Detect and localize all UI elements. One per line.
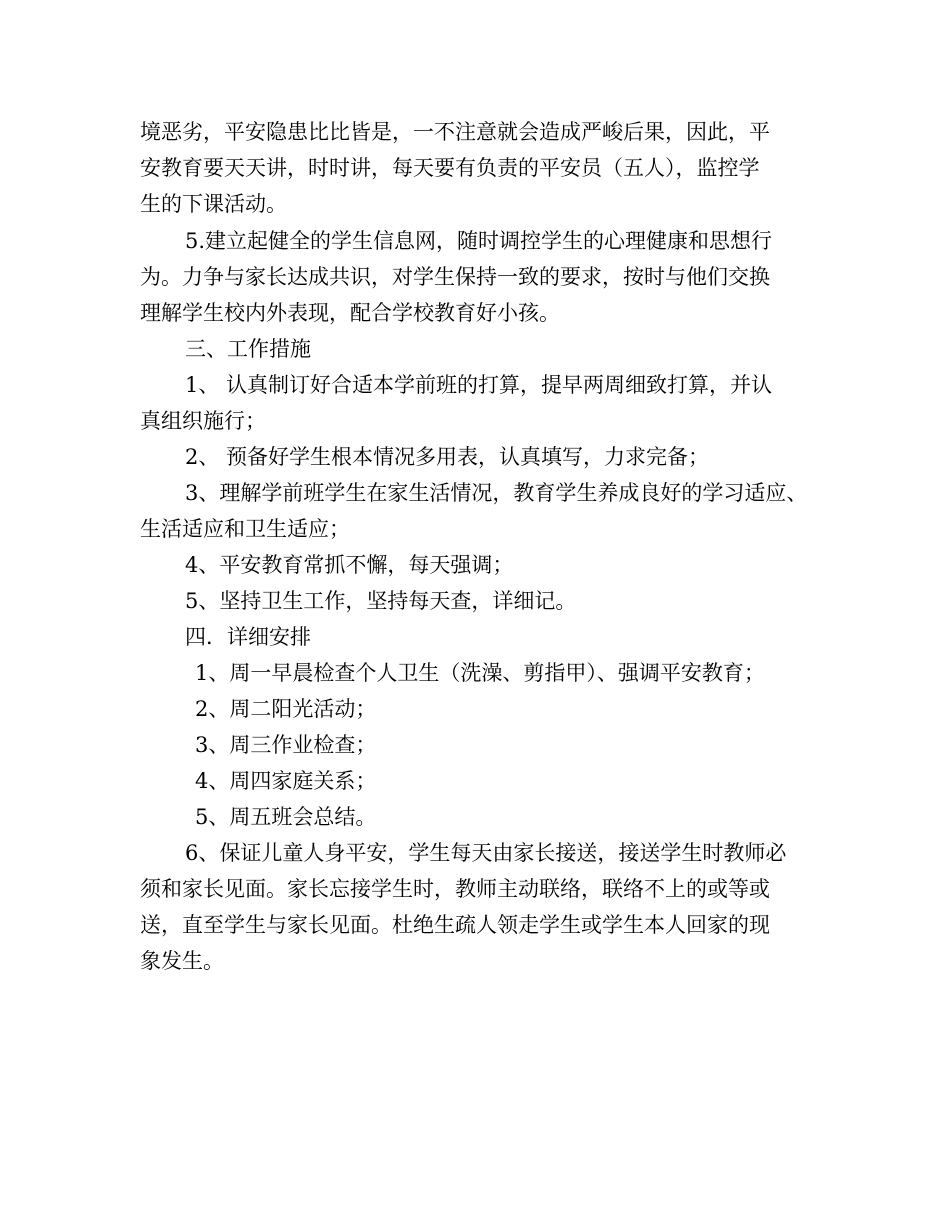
body-text-line: 须和家长见面。家长忘接学生时，教师主动联络，联络不上的或等或 — [140, 877, 770, 901]
body-text-line: 理解学生校内外表现，配合学校教育好小孩。 — [140, 301, 560, 325]
body-text-line: 4、平安教育常抓不懈，每天强调； — [185, 553, 514, 577]
body-text-line: 生活适应和卫生适应； — [140, 517, 350, 541]
section-heading: 四．详细安排 — [185, 625, 311, 649]
body-text-line: 2、 预备好学生根本情况多用表，认真填写，力求完备； — [185, 445, 710, 469]
schedule-item: 3、周三作业检查； — [195, 733, 377, 757]
body-text-line: 送，直至学生与家长见面。杜绝生疏人领走学生或学生本人回家的现 — [140, 913, 770, 937]
body-text-line: 生的下课活动。 — [140, 192, 287, 216]
schedule-item: 4、周四家庭关系； — [195, 769, 377, 793]
body-text-line: 5、坚持卫生工作，坚持每天查，详细记。 — [185, 589, 577, 613]
section-heading: 三、工作措施 — [185, 337, 311, 361]
body-text-line: 安教育要天天讲，时时讲，每天要有负责的平安员（五人），监控学 — [140, 156, 760, 180]
schedule-item: 5、周五班会总结。 — [195, 805, 377, 829]
body-text-line: 6、保证儿童人身平安，学生每天由家长接送，接送学生时教师必 — [185, 841, 787, 865]
schedule-item: 1、周一早晨检查个人卫生（洗澡、剪指甲）、强调平安教育； — [195, 661, 765, 685]
body-text-line: 5.建立起健全的学生信息网，随时调控学生的心理健康和思想行 — [185, 229, 773, 253]
body-text-line: 象发生。 — [140, 949, 224, 973]
body-text-line: 为。力争与家长达成共识，对学生保持一致的要求，按时与他们交换 — [140, 265, 770, 289]
body-text-line: 境恶劣，平安隐患比比皆是，一不注意就会造成严峻后果，因此，平 — [140, 120, 770, 144]
body-text-line: 真组织施行； — [140, 409, 266, 433]
schedule-item: 2、周二阳光活动； — [195, 697, 377, 721]
body-text-line: 1、 认真制订好合适本学前班的打算，提早两周细致打算，并认 — [185, 373, 773, 397]
body-text-line: 3、理解学前班学生在家生活情况，教育学生养成良好的学习适应、 — [185, 481, 808, 505]
